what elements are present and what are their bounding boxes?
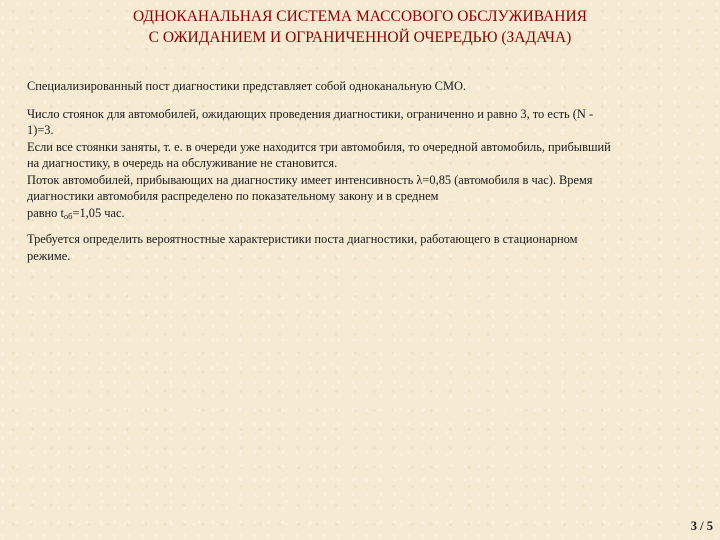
parking-spaces-line-2: 1)=3.: [27, 123, 54, 137]
flow-line-3: [27, 205, 695, 223]
task-line-1: Требуется определить вероятностные характеристики поста диагностики, работающего в стационарном: [27, 232, 578, 246]
occupied-line-2: на диагностику, в очередь на обслуживание не становится.: [27, 156, 338, 170]
page-number: 3 / 5: [690, 519, 713, 533]
title-line-1: ОДНОКАНАЛЬНАЯ СИСТЕМА МАССОВОГО ОБСЛУЖИВАНИЯ: [132, 8, 587, 25]
occupied-line-1: Если все стоянки заняты, т. е. в очереди уже находится три автомобиля, то очередной автомобиль, прибывший: [27, 139, 611, 154]
service-time-value: =1,05 час.: [72, 205, 125, 220]
task-line-2: режиме.: [27, 248, 71, 263]
flow-line-1: Поток автомобилей, прибывающих на диагностику имеет интенсивность λ=0,85 (автомобиля в час). Время: [27, 172, 593, 187]
flow-line-2: диагностики автомобиля распределено по показательному закону и в среднем: [27, 189, 439, 203]
parking-spaces-line-1: Число стоянок для автомобилей, ожидающих проведения диагностики, ограниченно и равно 3, то есть (N -: [27, 106, 594, 121]
title-line-2: С ОЖИДАНИЕМ И ОГРАНИЧЕННОЙ ОЧЕРЕДЬЮ (ЗАДАЧА): [148, 29, 572, 46]
slide-title: [0, 6, 720, 48]
intro-paragraph: Специализированный пост диагностики представляет собой одноканальную СМО.: [27, 79, 467, 93]
service-time-subscript: об: [63, 210, 73, 221]
service-time-prefix: равно t: [27, 205, 64, 220]
problem-text: [27, 78, 695, 264]
